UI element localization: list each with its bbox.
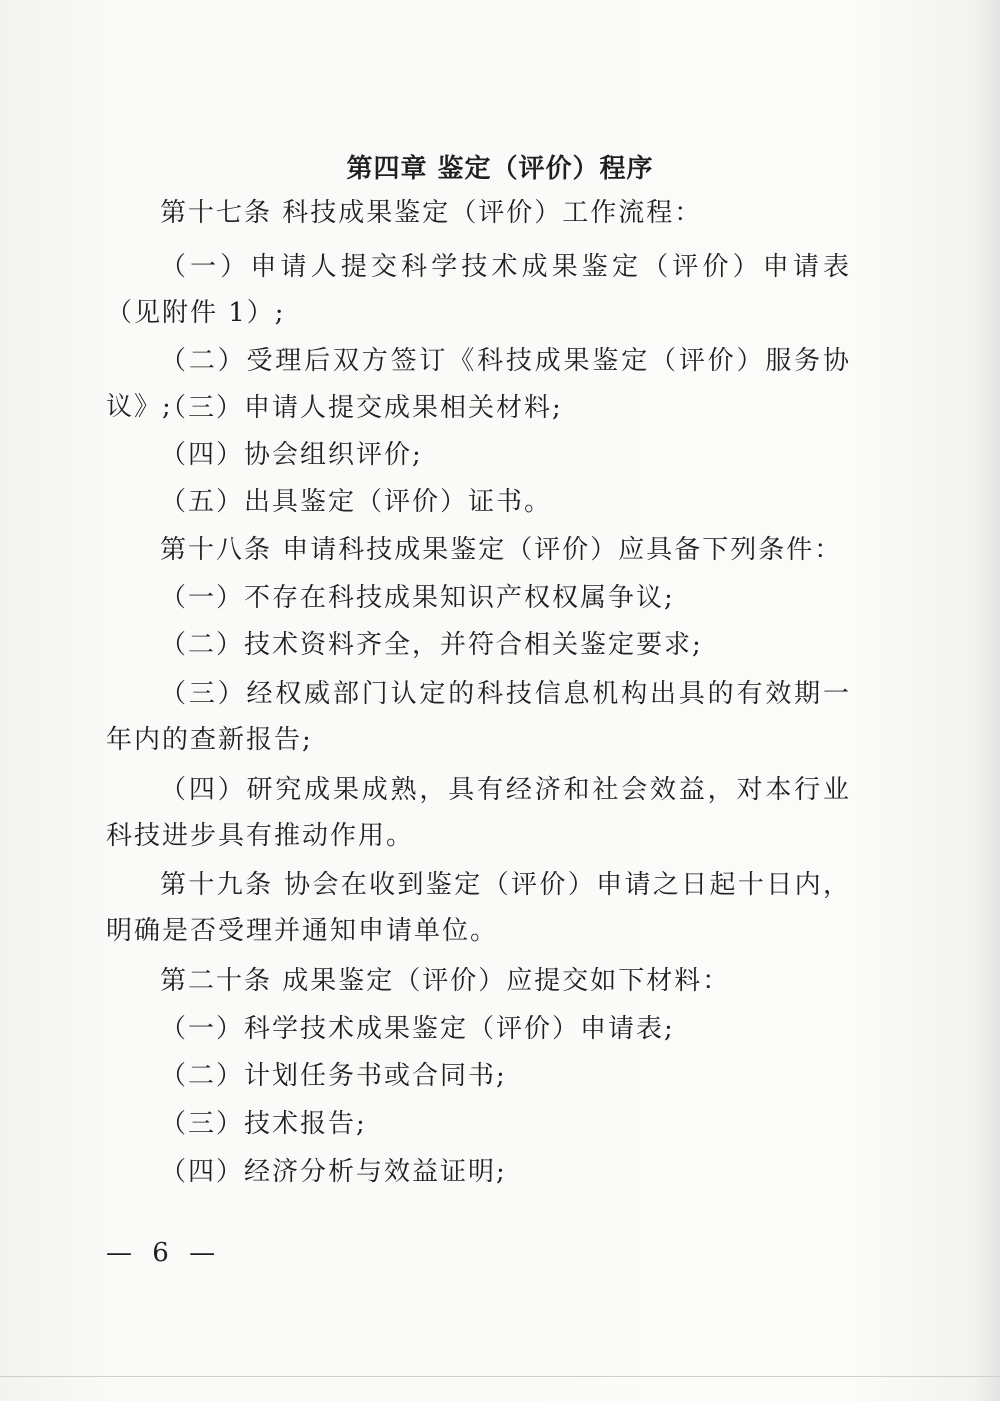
article-19 (106, 862, 851, 954)
article-text: 申请科技成果鉴定（评价）应具备下列条件： (272, 535, 843, 565)
article-18-item-4: （四）研究成果成熟，具有经济和社会效益，对本行业科技进步具有推动作用。 (106, 775, 851, 851)
article-17-item-3: （三）申请人提交成果相关材料; (160, 393, 563, 423)
article-20-item-4: （四）经济分析与效益证明; (160, 1157, 507, 1187)
article-17-item-4: （四）协会组织评价; (160, 440, 423, 470)
article-18-item-3: （三）经权威部门认定的科技信息机构出具的有效期一年内的查新报告; (106, 679, 851, 755)
page-number: — 6 — (106, 1238, 222, 1268)
page-edge-shadow (974, 0, 1000, 1401)
article-number: 第十九条 (160, 870, 274, 900)
article-17-item-5: （五）出具鉴定（评价）证书。 (160, 487, 553, 517)
article-20-item-3: （三）技术报告; (160, 1109, 367, 1139)
article-20-item-2: （二）计划任务书或合同书; (160, 1061, 507, 1091)
article-number: 第二十条 (160, 966, 273, 996)
article-20-heading (106, 958, 851, 1004)
article-17-heading (106, 190, 851, 236)
article-number: 第十八条 (160, 535, 273, 565)
scan-bottom-edge (0, 1376, 1000, 1377)
article-17-item-1: （一）申请人提交科学技术成果鉴定（评价）申请表（见附件 1）; (106, 252, 851, 328)
article-text: 协会在收到鉴定（评价）申请之日起十日内，明确是否受理并通知申请单位。 (106, 870, 851, 946)
article-18-heading (106, 527, 851, 573)
article-17-item-2: （二）受理后双方签订《科技成果鉴定（评价）服务协议》; (106, 346, 851, 422)
article-text: 成果鉴定（评价）应提交如下材料： (272, 966, 731, 996)
article-18-item-2: （二）技术资料齐全，并符合相关鉴定要求; (160, 630, 703, 660)
article-20-item-1: （一）科学技术成果鉴定（评价）申请表; (160, 1014, 675, 1044)
article-number: 第十七条 (160, 198, 273, 228)
article-18-item-1: （一）不存在科技成果知识产权权属争议; (160, 583, 675, 613)
article-text: 科技成果鉴定（评价）工作流程： (272, 198, 703, 228)
chapter-title: 第四章 鉴定（评价）程序 (346, 154, 654, 184)
